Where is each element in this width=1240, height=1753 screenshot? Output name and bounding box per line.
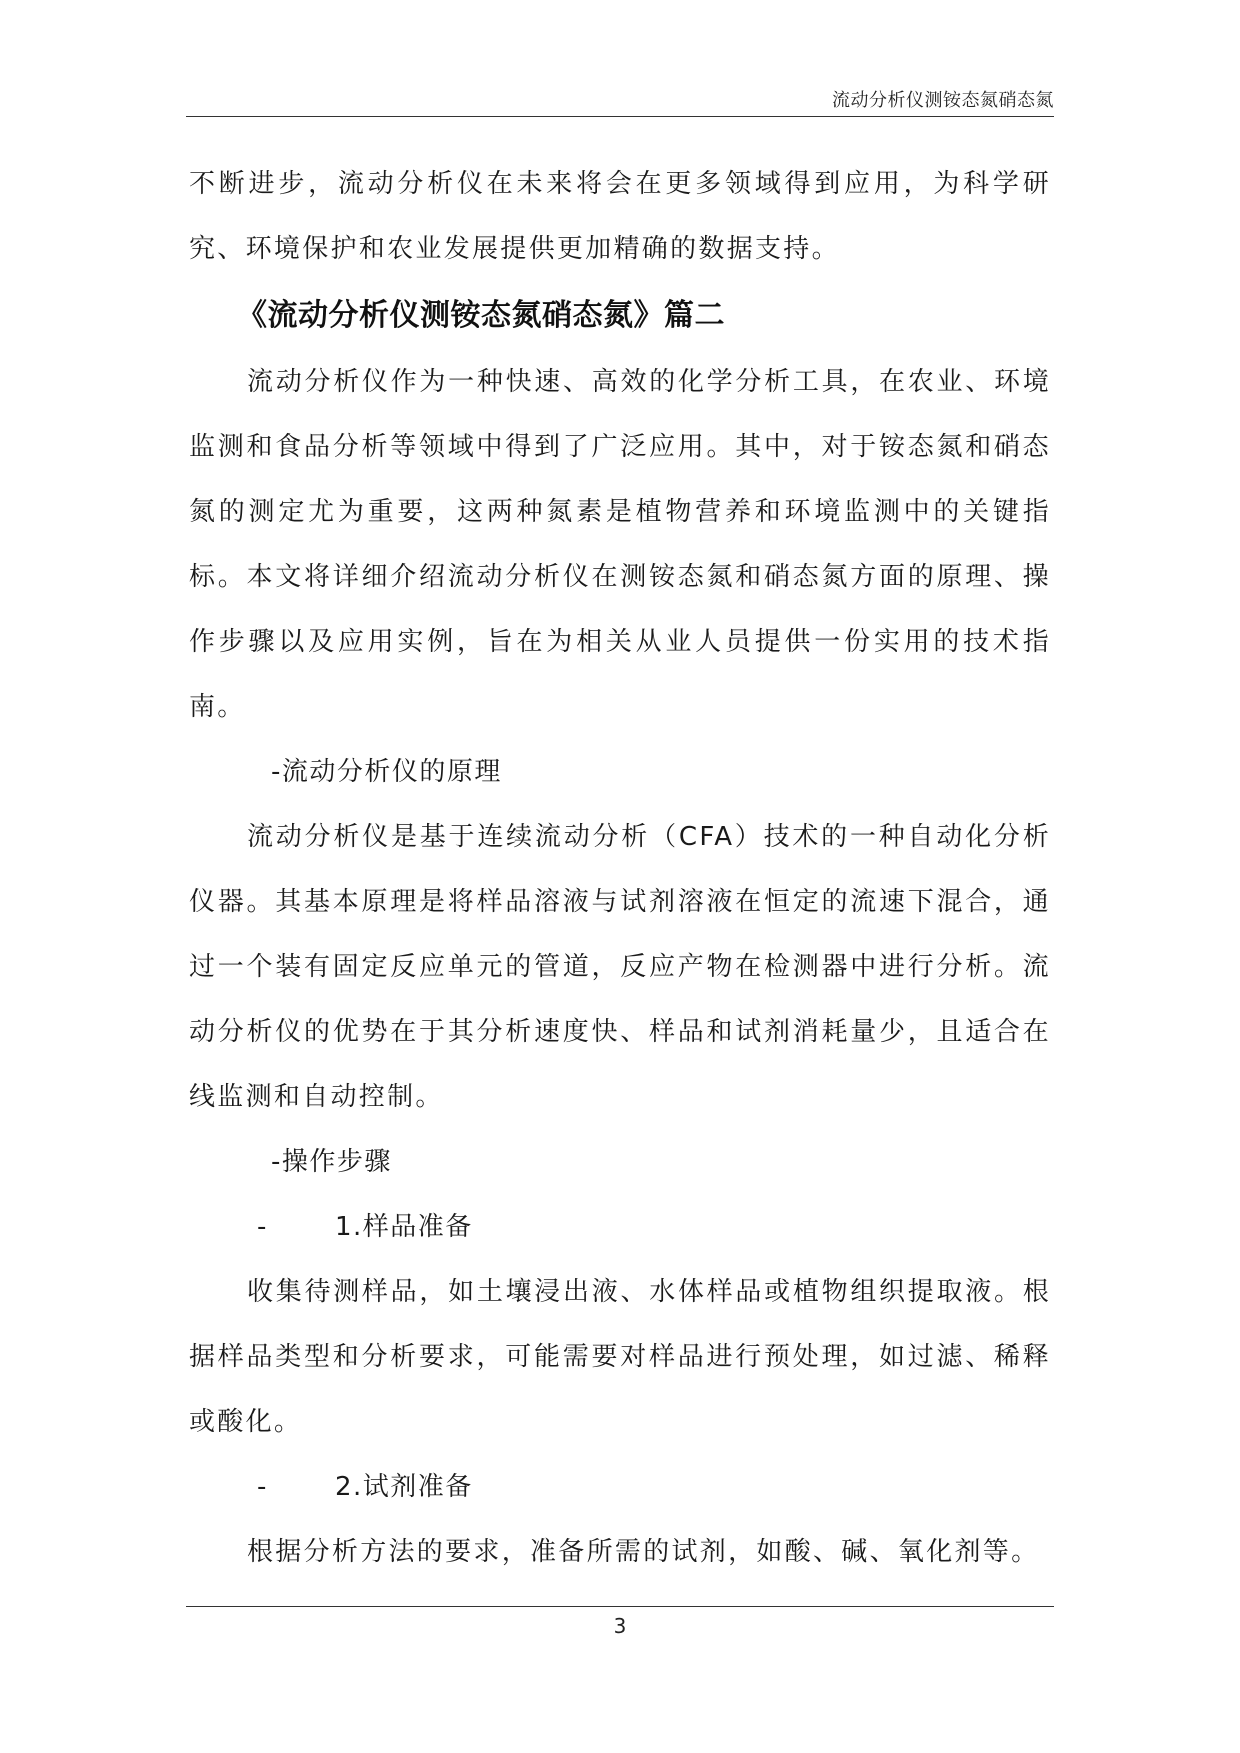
step-dash: - [257,1212,268,1242]
body-paragraph-principle: 流动分析仪是基于连续流动分析（CFA）技术的一种自动化分析仪器。其基本原理是将样品溶液与试剂溶液在恒定的流速下混合，通过一个装有固定反应单元的管道，反应产物在检测器中进行分析。流动分析仪的优势在于其分析速度快、样品和试剂消耗量少，且适合在线监测和自动控制。 [189,822,1051,1112]
page-number: 3 [613,1614,627,1638]
section-title: 《流动分析仪测铵态氮硝态氮》篇二 [237,298,725,333]
subheading-principle: -流动分析仪的原理 [271,757,502,787]
step-paragraph: 收集待测样品，如土壤浸出液、水体样品或植物组织提取液。根据样品类型和分析要求，可能需要对样品进行预处理，如过滤、稀释或酸化。 [189,1277,1051,1437]
step-heading [189,1195,1051,1260]
intro-paragraph: 不断进步，流动分析仪在未来将会在更多领域得到应用，为科学研究、环境保护和农业发展提供更加精确的数据支持。 [189,169,1051,264]
body-paragraph: 流动分析仪作为一种快速、高效的化学分析工具，在农业、环境监测和食品分析等领域中得到了广泛应用。其中，对于铵态氮和硝态氮的测定尤为重要，这两种氮素是植物营养和环境监测中的关键指标。本文将详细介绍流动分析仪在测铵态氮和硝态氮方面的原理、操作步骤以及应用实例，旨在为相关从业人员提供一份实用的技术指南。 [189,367,1051,722]
footer-divider [186,1606,1054,1607]
subheading-steps: -操作步骤 [271,1147,392,1177]
running-header: 流动分析仪测铵态氮硝态氮 [832,90,1054,111]
step-heading [189,1455,1051,1520]
step-dash: - [257,1472,268,1502]
step-paragraph: 根据分析方法的要求，准备所需的试剂，如酸、碱、氧化剂等。 [247,1537,1040,1567]
step-label: 2.试剂准备 [335,1472,473,1502]
document-body [189,152,1051,1585]
header-divider [186,116,1054,117]
step-label: 1.样品准备 [335,1212,473,1242]
